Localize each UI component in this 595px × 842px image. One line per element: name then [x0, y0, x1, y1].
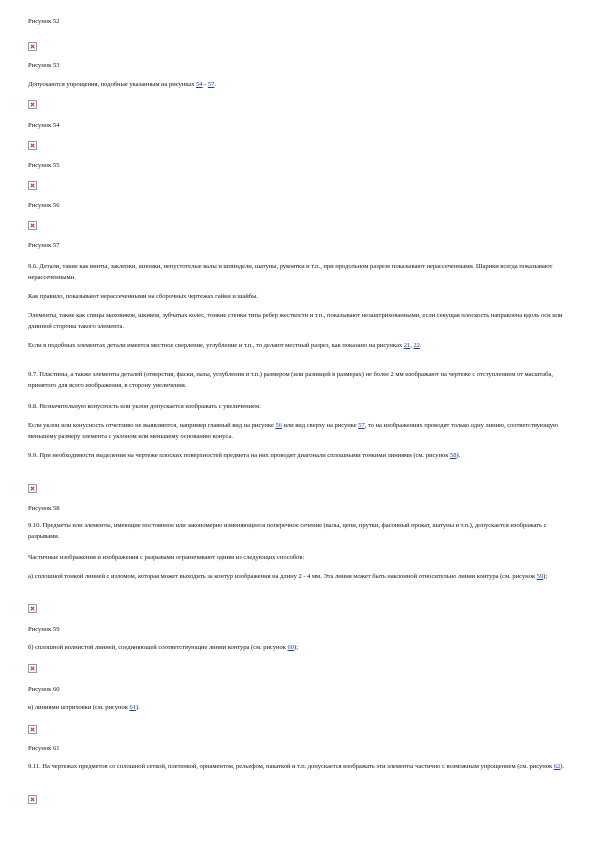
paragraph-9-7: 9.7. Пластины, а также элементы деталей (отверстия, фаски, пазы, углубления и т.п.) размером (или разницей в размерах) не более 2 мм изображают на чертеже с отступлением от масштаба, принятого для всего изображения, в сторону увеличения. — [28, 371, 553, 389]
link-figure-58[interactable]: 58 — [449, 452, 457, 459]
text-segment: б) сплошной волнистой линией, соединяющей соответствующие линии контура (см. рисунок — [28, 644, 288, 651]
broken-image-icon — [28, 604, 37, 613]
text-segment: , то на изображениях проводят только одну линию, соответствующую меньшему размеру элемента с уклоном или меньшему основанию конуса. — [28, 422, 558, 440]
paragraph-partial: Частичные изображения и изображения с разрывами ограничивают одним из следующих способов: — [28, 554, 305, 561]
figure-caption: Рисунок 53 — [28, 62, 60, 69]
paragraph-9-9 — [28, 451, 568, 462]
broken-image-icon — [28, 100, 37, 109]
text-segment: . — [214, 81, 216, 88]
link-figure-54[interactable]: 54 — [196, 81, 203, 88]
paragraph-method-a — [28, 572, 568, 583]
text-segment: . — [419, 342, 422, 349]
link-figure-60[interactable]: 60 — [287, 644, 295, 651]
figure-caption: Рисунок 60 — [28, 686, 60, 693]
figure-caption: Рисунок 58 — [28, 505, 60, 512]
paragraph-method-c — [28, 703, 568, 714]
text-segment: Если уклон или конусность отчетливо не выявляются, например главный вид на рисунке — [28, 422, 276, 429]
paragraph-9-8: 9.8. Незначительную конусность или уклон допускается изображать с увеличением. — [28, 403, 261, 410]
link-figure-59[interactable]: 59 — [536, 573, 544, 580]
text-segment: , — [410, 342, 414, 349]
paragraph-method-b — [28, 643, 568, 654]
text-segment: а) сплошной тонкой линией с изломом, которая может выходить за контур изображения на длину 2 - 4 мм. Эта линия может быть наклонной относительно линии контура (см. рисунок — [28, 573, 537, 580]
text-segment: 9.11. На чертежах предметов со сплошной сеткой, плетенкой, орнаментом, рельефом, накаткой и т.п. допускается изображать эти элементы частично с возможным упрощением (см. рисунок — [28, 763, 554, 770]
link-figure-57[interactable]: 57 — [358, 422, 365, 429]
broken-image-icon — [28, 221, 37, 230]
broken-image-icon — [28, 664, 37, 673]
text-segment: Допускаются упрощения, подобные указанным на рисунках — [28, 81, 197, 88]
broken-image-icon — [28, 141, 37, 150]
link-figure-57[interactable]: 57 — [207, 81, 215, 88]
paragraph-9-10: 9.10. Предметы или элементы, имеющие постоянное или закономерно изменяющееся поперечное сечение (валы, цепи, прутки, фасонный прокат, шатуны и т.п.), допускается изображать с разрывами. — [28, 522, 547, 540]
broken-image-icon — [28, 795, 37, 804]
text-segment: Если в подобных элементах детали имеется местное сверление, углубление и т.п., то делают местный разрез, как показано на рисунках — [28, 342, 404, 349]
figure-caption: Рисунок 54 — [28, 122, 60, 129]
broken-image-icon — [28, 42, 37, 51]
figure-caption: Рисунок 57 — [28, 242, 60, 249]
paragraph-simplifications — [28, 80, 568, 91]
link-figure-61[interactable]: 61 — [129, 704, 136, 711]
text-segment: в) линиями штриховки (см. рисунок — [28, 704, 130, 711]
figure-caption: Рисунок 59 — [28, 626, 60, 633]
text-segment: ); — [543, 573, 548, 580]
broken-image-icon — [28, 484, 37, 493]
paragraph-cone — [28, 421, 568, 442]
text-segment: ). — [560, 763, 565, 770]
text-segment: ). — [456, 452, 461, 459]
text-segment: ). — [135, 704, 140, 711]
text-segment: или вид сверху на рисунке — [281, 422, 359, 429]
link-figure-56[interactable]: 56 — [275, 422, 282, 429]
text-segment: ); — [294, 644, 298, 651]
figure-caption: Рисунок 52 — [28, 18, 60, 25]
link-figure-22[interactable]: 22 — [413, 342, 420, 349]
figure-caption: Рисунок 61 — [28, 745, 60, 752]
paragraph-elements: Элементы, такие как спицы маховиков, шкивов, зубчатых колес, тонкие стенки типа ребер жесткости и т.п., показывают незаштрихованными, если секущая плоскость направлена вдоль оси или длинной стороны такого элемента. — [28, 312, 563, 330]
paragraph-nuts: Как правило, показывают нерассеченными на сборочных чертежах гайки и шайбы. — [28, 293, 259, 300]
paragraph-9-6: 9.6. Детали, такие как винты, заклепки, шпонки, непустотелые валы и шпиндели, шатуны, рукоятки и т.п., при продольном разрезе показывают нерассеченными. Шарики всегда показывают нерассеченными. — [28, 263, 553, 281]
text-segment: - — [202, 81, 208, 88]
broken-image-icon — [28, 725, 37, 734]
link-figure-21[interactable]: 21 — [403, 342, 411, 349]
figure-caption: Рисунок 56 — [28, 202, 60, 209]
link-figure-62[interactable]: 62 — [553, 763, 561, 770]
figure-caption: Рисунок 55 — [28, 162, 60, 169]
text-segment: 9.9. При необходимости выделения на чертеже плоских поверхностей предмета на них проводят диагонали сплошными тонкими линиями (см. рисунок — [28, 452, 450, 459]
paragraph-drilling — [28, 341, 568, 352]
broken-image-icon — [28, 181, 37, 190]
paragraph-9-11 — [28, 762, 568, 773]
